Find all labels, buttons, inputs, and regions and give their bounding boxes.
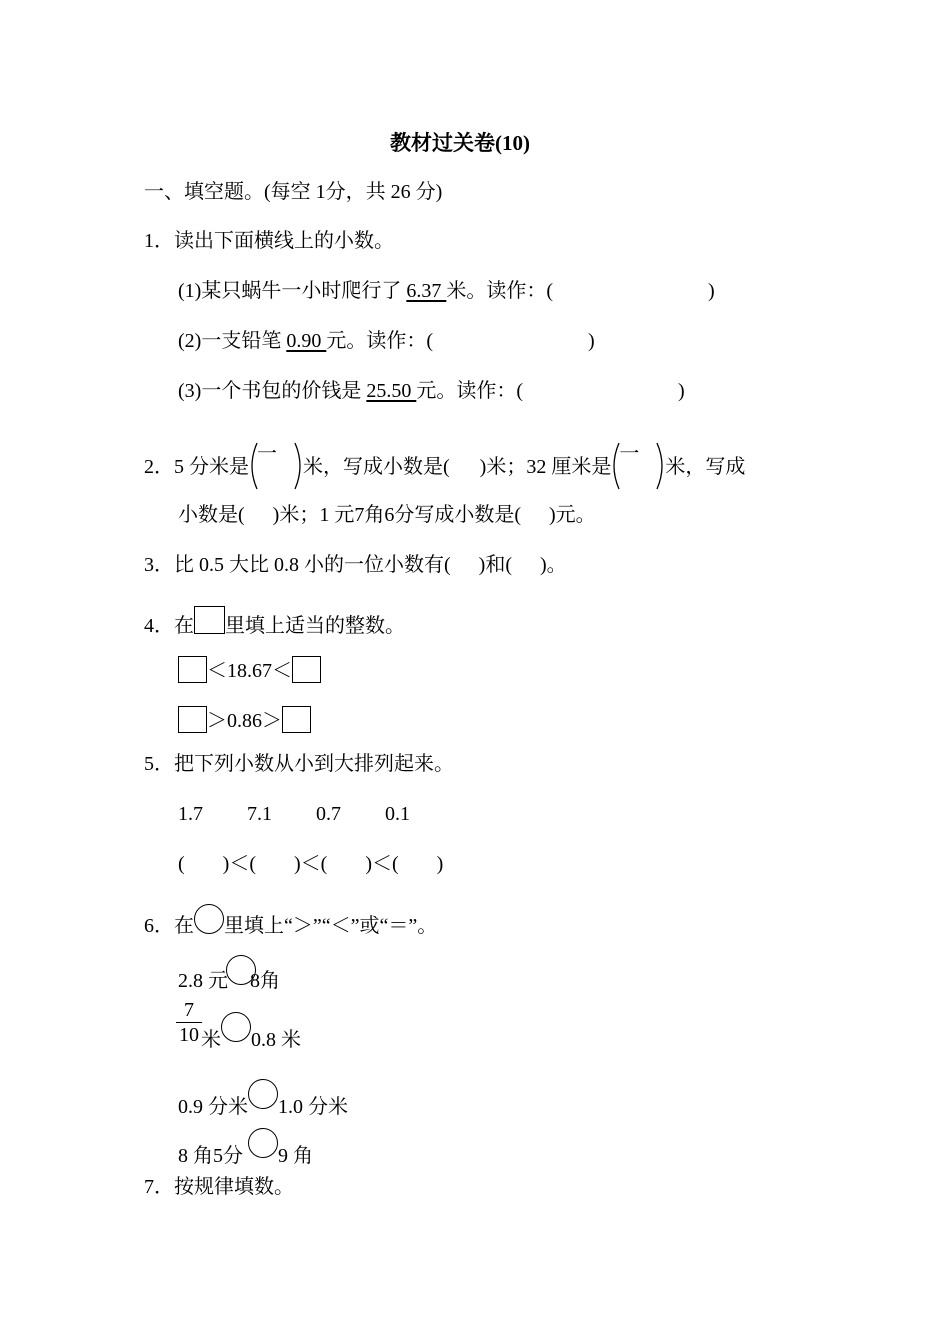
fraction-dash-1: 一: [257, 443, 277, 465]
q6-r3-left: 0.9 分米: [178, 1096, 248, 1118]
answer-box[interactable]: [282, 706, 311, 733]
q5-close: ): [436, 853, 444, 875]
q1c-number: 25.50: [366, 380, 417, 402]
answer-box[interactable]: [178, 706, 207, 733]
fraction-7-10: [176, 999, 202, 1046]
q2-line2-b: )米；1 元7角6分写成小数是(: [272, 504, 521, 526]
section-heading: 一、填空题。(每空 1分，共 26 分): [144, 181, 443, 203]
question-6-stem: [144, 904, 437, 938]
question-3: [144, 553, 567, 577]
fraction-paren-2: [611, 441, 641, 491]
number-item: 0.7: [316, 803, 341, 825]
answer-box[interactable]: [178, 656, 207, 683]
q1a-blank-close: ): [708, 280, 715, 302]
question-7-stem: 7．按规律填数。: [144, 1176, 294, 1198]
answer-circle[interactable]: [248, 1128, 278, 1158]
q2-line2-a: 小数是(: [178, 504, 245, 526]
question-1-stem: 1．读出下面横线上的小数。: [144, 230, 394, 252]
question-5-answer: [178, 852, 443, 876]
fraction-dash-2: 一: [619, 443, 640, 465]
question-6-row3: [178, 1079, 348, 1119]
q5-open: (: [178, 853, 185, 875]
question-5-stem: 5．把下列小数从小到大排列起来。: [144, 753, 454, 775]
q6-r3-right: 1.0 分米: [278, 1096, 348, 1118]
question-6-row1: [178, 955, 280, 993]
q3-part3: )。: [540, 554, 567, 576]
q6-part1: 6．在: [144, 915, 194, 937]
answer-circle[interactable]: [248, 1079, 278, 1109]
q2-line2-c: )元。: [549, 504, 596, 526]
q6-part2: 里填上“＞”“＜”或“＝”。: [224, 915, 438, 937]
answer-box-example: [194, 606, 225, 634]
q6-r4-right: 9 角: [278, 1145, 313, 1167]
question-4-stem: [144, 606, 405, 638]
q5-lt: )＜(: [365, 853, 399, 875]
q1b-read: 元。读作：(: [326, 330, 433, 352]
q4-row2-text: ＞0.86＞: [207, 710, 282, 732]
fraction-denominator: 10: [179, 1024, 199, 1046]
fraction-bar: [176, 1022, 202, 1023]
number-item: 7.1: [247, 803, 272, 825]
q4-row1-text: ＜18.67＜: [207, 660, 292, 682]
q6-r2-left: 米: [201, 1029, 221, 1051]
page-title: 教材过关卷(10): [390, 131, 530, 155]
question-1-a: [178, 279, 715, 303]
q2-part1: 2．5 分米是: [144, 456, 249, 478]
fraction-paren-1: [249, 441, 279, 491]
q2-part2: 米，写成小数是(: [303, 456, 450, 478]
question-1-c: [178, 379, 685, 403]
answer-circle[interactable]: [221, 1012, 251, 1042]
q2-part4: 米，写成: [665, 456, 746, 478]
q5-lt: )＜(: [222, 853, 256, 875]
q1c-blank-close: ): [678, 380, 685, 402]
answer-circle-example: [194, 904, 224, 934]
question-6-row2: [201, 1012, 301, 1052]
q6-r1-right: 8角: [250, 970, 280, 992]
q1c-text: (3)一个书包的价钱是: [178, 380, 367, 402]
question-2-line2: [178, 503, 596, 527]
question-4-row2: [178, 706, 311, 733]
answer-box[interactable]: [292, 656, 321, 683]
q1b-blank-close: ): [588, 330, 595, 352]
question-6-row4: [178, 1128, 313, 1168]
q3-part1: 3．比 0.5 大比 0.8 小的一位小数有(: [144, 554, 451, 576]
q1c-read: 元。读作：(: [416, 380, 523, 402]
q3-part2: )和(: [478, 554, 512, 576]
q1a-read: 米。读作：(: [446, 280, 553, 302]
question-1-b: [178, 329, 595, 353]
q1b-number: 0.90: [286, 330, 327, 352]
q6-r1-left: 2.8 元: [178, 970, 228, 992]
number-item: 1.7: [178, 803, 203, 825]
q5-lt: )＜(: [294, 853, 328, 875]
q1a-text: (1)某只蜗牛一小时爬行了: [178, 280, 407, 302]
fraction-numerator: 7: [184, 999, 194, 1021]
q6-r4-left: 8 角5分: [178, 1145, 248, 1167]
q1b-text: (2)一支铅笔: [178, 330, 287, 352]
number-item: 0.1: [385, 803, 410, 825]
q4-part1: 4．在: [144, 615, 194, 637]
q2-part3: )米；32 厘米是: [479, 456, 612, 478]
q6-r2-right: 0.8 米: [251, 1029, 301, 1051]
question-4-row1: [178, 656, 321, 683]
q1a-number: 6.37: [406, 280, 447, 302]
q4-part2: 里填上适当的整数。: [225, 615, 405, 637]
question-5-numbers: [178, 802, 410, 826]
question-2-line1: [144, 441, 745, 491]
